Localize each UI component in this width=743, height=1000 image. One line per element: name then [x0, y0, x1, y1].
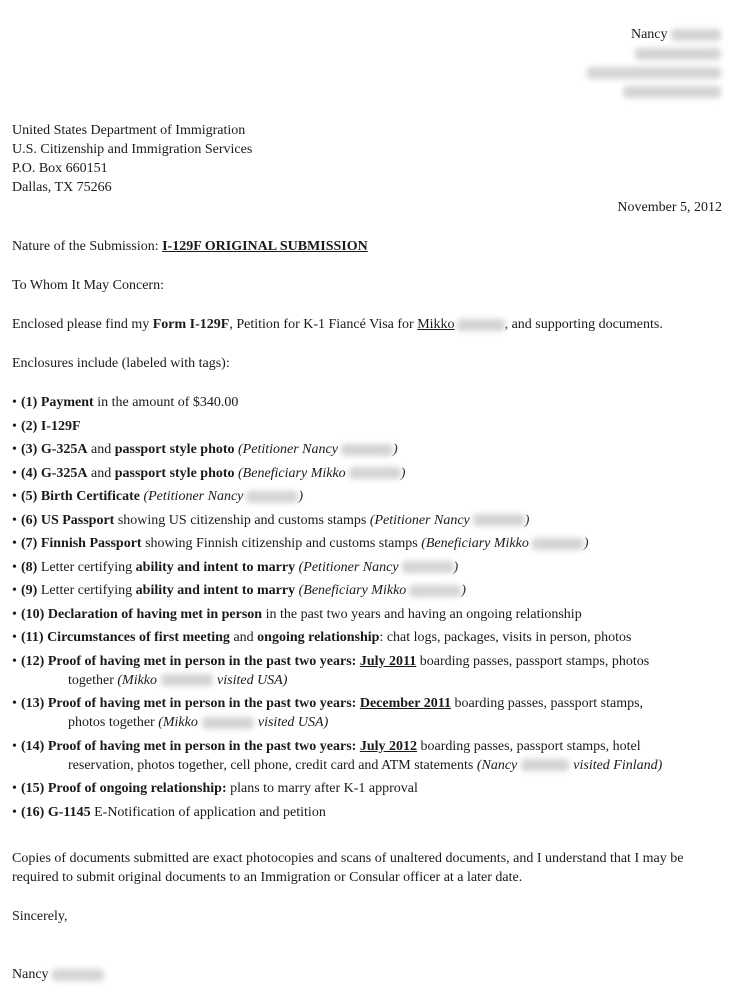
nature-of-submission — [12, 237, 368, 256]
visit-date: December 2011 — [359, 696, 451, 711]
beneficiary-first-name: Mikko — [417, 317, 455, 332]
recipient-line: Dallas, TX 75266 — [12, 180, 112, 195]
list-item — [12, 694, 732, 732]
visit-date: July 2011 — [359, 653, 417, 669]
item-note: (Petitioner Nancy — [369, 512, 470, 528]
intro-paragraph — [12, 315, 663, 334]
redacted-surname — [402, 561, 454, 573]
sender-name-line — [587, 25, 721, 44]
sender-block — [587, 25, 721, 101]
bullet: • — [12, 395, 17, 410]
redacted-surname — [409, 585, 461, 597]
item-text: E-Notification of application and petition — [90, 804, 326, 820]
list-item — [12, 558, 732, 577]
item-title: passport style photo — [114, 465, 235, 481]
recipient-line: P.O. Box 660151 — [12, 161, 108, 176]
tag: (15) — [21, 781, 45, 796]
intro-text: Enclosed please find my — [12, 317, 153, 332]
item-text: boarding passes, passport stamps, hotel — [417, 738, 641, 754]
list-item — [12, 534, 732, 553]
sender-address-line-1 — [587, 44, 721, 63]
bullet: • — [12, 606, 17, 622]
redacted-surname — [202, 717, 254, 729]
salutation: To Whom It May Concern: — [12, 278, 164, 293]
bullet: • — [12, 804, 17, 820]
item-text: and — [87, 442, 115, 457]
item-title: G-1145 — [47, 804, 91, 820]
item-title: Finnish Passport — [40, 536, 142, 551]
item-text: Letter certifying — [40, 583, 136, 598]
closing-paragraph: Copies of documents submitted are exact photocopies and scans of unaltered documents, and I understand that I may be required to submit original documents to an Immigration or Consular officer at a later date. — [12, 851, 684, 885]
recipient-line: United States Department of Immigration — [12, 123, 246, 138]
tag: (3) — [21, 442, 38, 457]
item-note: (Beneficiary Mikko — [421, 536, 529, 551]
tag: (10) — [21, 606, 45, 622]
tag: (14) — [21, 738, 45, 754]
intro-text: , Petition for K-1 Fiancé Visa for — [229, 317, 418, 332]
tag: (9) — [21, 583, 38, 598]
bullet: • — [12, 536, 17, 551]
tag: (5) — [21, 489, 38, 504]
item-continuation — [12, 671, 732, 690]
item-title: Circumstances of first meeting — [47, 630, 230, 645]
tag: (1) — [21, 395, 38, 410]
enclosure-list — [12, 393, 732, 826]
item-note: (Petitioner Nancy — [298, 559, 399, 575]
sender-address-line-2 — [587, 63, 721, 82]
item-continuation — [12, 713, 732, 732]
item-note: (Mikko — [117, 672, 158, 688]
bullet: • — [12, 512, 17, 528]
bullet: • — [12, 418, 17, 434]
item-text: : chat logs, packages, visits in person, photos — [379, 630, 632, 645]
item-note-end: ) — [453, 559, 459, 575]
redacted-surname — [52, 969, 104, 981]
list-item — [12, 803, 732, 822]
bullet: • — [12, 442, 17, 457]
item-note: (Beneficiary Mikko — [298, 583, 407, 598]
list-item — [12, 737, 732, 775]
item-text: and — [229, 630, 258, 645]
bullet: • — [12, 559, 17, 575]
item-title: Proof of having met in person in the past two years: — [47, 696, 357, 711]
redacted-surname — [161, 674, 213, 686]
bullet: • — [12, 583, 17, 598]
item-note: (Petitioner Nancy — [238, 442, 338, 457]
item-text: Letter certifying — [40, 559, 136, 575]
redacted-surname — [671, 29, 721, 41]
tag: (13) — [21, 696, 45, 711]
item-title: ability and intent to marry — [135, 583, 296, 598]
redacted-surname — [341, 444, 393, 456]
bullet: • — [12, 781, 17, 796]
list-item — [12, 440, 732, 459]
item-note-end: ) — [583, 536, 589, 551]
item-title: Declaration of having met in person — [47, 606, 263, 622]
item-continuation — [12, 756, 732, 775]
item-note: visited USA) — [217, 672, 288, 688]
list-item — [12, 393, 732, 412]
intro-form: Form I-129F — [152, 317, 230, 332]
redacted-address — [587, 67, 721, 79]
item-title: Proof of ongoing relationship: — [47, 781, 227, 796]
enclosures-heading: Enclosures include (labeled with tags): — [12, 356, 230, 371]
item-title: ability and intent to marry — [135, 559, 296, 575]
item-note: (Petitioner Nancy — [143, 489, 244, 504]
signature-name: Nancy — [12, 967, 49, 982]
item-note: (Beneficiary Mikko — [238, 465, 346, 481]
item-text: photos together — [68, 715, 159, 730]
item-text: plans to marry after K-1 approval — [226, 781, 418, 796]
redacted-surname — [532, 538, 584, 550]
signature — [12, 965, 104, 984]
item-title: Payment — [40, 395, 94, 410]
redacted-surname — [246, 491, 298, 503]
item-text: together — [68, 672, 118, 688]
bullet: • — [12, 465, 17, 481]
tag: (12) — [21, 653, 45, 669]
list-item — [12, 417, 732, 436]
item-text: in the past two years and having an ongoing relationship — [262, 606, 582, 622]
bullet: • — [12, 696, 17, 711]
list-item — [12, 487, 732, 506]
item-note: visited USA) — [257, 715, 329, 730]
list-item — [12, 628, 732, 647]
item-text: and — [87, 465, 115, 481]
item-text: showing US citizenship and customs stamps — [114, 512, 370, 528]
letter-date: November 5, 2012 — [617, 200, 722, 215]
redacted-surname — [521, 759, 569, 771]
list-item — [12, 652, 732, 690]
item-title: Proof of having met in person in the past two years: — [47, 738, 357, 754]
tag: (7) — [21, 536, 38, 551]
tag: (2) — [21, 418, 38, 434]
visit-date: July 2012 — [359, 738, 418, 754]
item-title: Proof of having met in person in the past two years: — [47, 653, 357, 669]
nature-value: I-129F ORIGINAL SUBMISSION — [162, 239, 368, 254]
tag: (8) — [21, 559, 38, 575]
bullet: • — [12, 630, 17, 645]
list-item — [12, 581, 732, 600]
item-note: (Nancy — [476, 757, 518, 773]
recipient-address — [12, 121, 252, 197]
list-item — [12, 779, 732, 798]
sign-off: Sincerely, — [12, 909, 68, 924]
intro-text: , and supporting documents. — [504, 317, 663, 332]
recipient-line: U.S. Citizenship and Immigration Services — [12, 142, 253, 157]
item-text: showing Finnish citizenship and customs stamps — [141, 536, 422, 551]
item-note-end: ) — [392, 442, 398, 457]
item-title: Birth Certificate — [40, 489, 140, 504]
tag: (6) — [21, 512, 38, 528]
item-title: G-325A — [40, 465, 88, 481]
item-note: visited Finland) — [573, 757, 663, 773]
tag: (4) — [21, 465, 38, 481]
item-note-end: ) — [461, 583, 466, 598]
list-item — [12, 605, 732, 624]
bullet: • — [12, 489, 17, 504]
nature-label: Nature of the Submission: — [12, 239, 163, 254]
tag: (11) — [21, 630, 44, 645]
item-text: boarding passes, passport stamps, — [450, 696, 644, 711]
redacted-surname — [349, 467, 401, 479]
beneficiary-name — [417, 317, 504, 332]
item-title: G-325A — [40, 442, 88, 457]
item-text: in the amount of $340.00 — [93, 395, 239, 410]
redacted-phone — [623, 86, 721, 98]
item-note: (Mikko — [158, 715, 198, 730]
redacted-surname — [457, 319, 505, 331]
redacted-address — [635, 48, 721, 60]
list-item — [12, 511, 732, 530]
bullet: • — [12, 653, 17, 669]
item-note-end: ) — [524, 512, 530, 528]
tag: (16) — [21, 804, 45, 820]
item-note-end: ) — [400, 465, 406, 481]
item-text: boarding passes, passport stamps, photos — [416, 653, 650, 669]
bullet: • — [12, 738, 17, 754]
item-text: reservation, photos together, cell phone, credit card and ATM statements — [68, 757, 477, 773]
item-title: passport style photo — [114, 442, 235, 457]
item-note-end: ) — [298, 489, 304, 504]
item-title: I-129F — [40, 418, 81, 434]
list-item — [12, 464, 732, 483]
sender-name: Nancy — [630, 27, 668, 42]
item-title: US Passport — [40, 512, 115, 528]
item-title: ongoing relationship — [257, 630, 380, 645]
redacted-surname — [473, 514, 525, 526]
sender-address-line-3 — [587, 82, 721, 101]
